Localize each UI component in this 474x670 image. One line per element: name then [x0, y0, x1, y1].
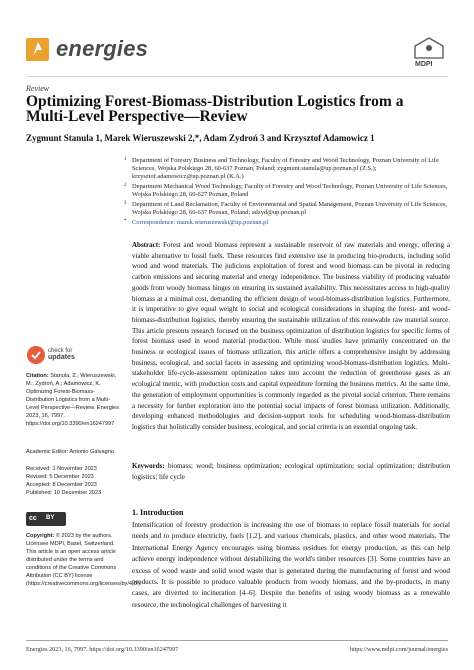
citation-block: Citation: Stanula, Z.; Wieruszewski, M.; Zydroń, A.; Adamowicz, K. Optimizing Forest-Biomass-Distribution Logistics from a Multi-Level Perspective—Review. Energies 2023, 16, 7997. https://doi.org/10.3390/en16247997 [26, 373, 119, 427]
affiliation-3: 3 Department of Land Reclamation, Faculty of Environmental and Spatial Management, Poznan University of Life Sciences, Wojska Polskiego 28, 60-637 Poznan, Poland; adzyd@up.poznan.pl [124, 201, 448, 217]
check-for-updates-icon[interactable] [27, 346, 45, 364]
cc-by-license-icon[interactable]: cc BY [26, 512, 66, 526]
correspondence: * Correspondence: marek.wieruszewski@up.poznan.pl [124, 219, 269, 226]
author-list: Zygmunt Stanula 1, Marek Wieruszewski 2,*, Adam Zydroń 3 and Krzysztof Adamowicz 1 [26, 133, 375, 143]
footer-journal-link[interactable]: https://www.mdpi.com/journal/energies [349, 646, 448, 653]
keywords-label: Keywords: [132, 462, 165, 470]
abstract-label: Abstract: [132, 241, 161, 249]
dates-block: Received: 1 November 2023 Revised: 5 December 2023 Accepted: 8 December 2023 Published: 10 December 2023 [26, 466, 102, 496]
affiliation-1: 1 Department of Forestry Business and Technology, Faculty of Forestry and Wood Technology, Poznan University of Life Sciences, Wojska Polskiego 28, 60-637 Poznan, Poland; zygmunt.stanula@up.poznan.pl (Z.S.); krzysztof.adamowicz@up.poznan.pl (K.A.) [124, 157, 439, 181]
section-heading-introduction: 1. Introduction [132, 508, 184, 517]
introduction-text: Intensification of forestry production is increasing the use of biomass to replace fossil materials for social needs and to produce electricity, fuels [1,2], and various chemicals, plastics, and other wood materials. The International Energy Agency encourages using biomass residues for energy production, as this can help achieve energy independence without destabilizing the world's timber resources [3]. Some countries have an excess of wood waste and solid wood waste that is generated during the manufacturing of forest and wood products. It is possible to produce valuable products from woody biomass, and the by-products, in many cases, are diverted to incineration [4–6]. Despite the benefits of using woody biomass as a renewable resource, the technological challenges of harvesting it [132, 521, 450, 609]
check-for-updates-link[interactable]: check for updates [48, 348, 75, 361]
footer-divider [26, 640, 448, 641]
journal-logo-icon [26, 38, 49, 61]
article-title: Optimizing Forest-Biomass-Distribution Logistics from a Multi-Level Perspective—Review [26, 93, 404, 125]
publisher-name: MDPI [415, 61, 433, 68]
journal-name: energies [56, 36, 149, 61]
academic-editor: Academic Editor: Antonio Galvagno [26, 449, 115, 455]
article-type: Review [26, 84, 50, 93]
footer-citation[interactable]: Energies 2023, 16, 7997. https://doi.org/10.3390/en16247997 [26, 646, 179, 653]
copyright-block: Copyright: © 2023 by the authors. Licensee MDPI, Basel, Switzerland. This article is an open access article distributed under the terms and conditions of the Creative Commons Attribution (CC BY) license (https://creativecommons.org/licenses/by/4.0/). [26, 533, 142, 587]
keywords [132, 461, 450, 482]
abstract-text: Forest and wood biomass represent a sustainable reservoir of raw materials and energy, offering a viable alternative to fossil fuels. These resources find extensive use in producing bio-products, including solid wood and wood materials. The judicious exploitation of forest and wood biomass can be pivotal in reducing carbon emissions and securing material and energy independence. The business viability of producing valuable goods from woody biomass hinges on ensuring its sustained availability. This necessitates access to high-quality biomass at a minimal cost, demanding the efficient design of wood-biomass-distribution logistics. Furthermore, it is imperative to give equal weight to social and ecological considerations in shaping the forest- and wood-biomass-distribution logistics, thereby ensuring the sustainable utilization of this renewable raw material source. This article presents research focused on the business optimization of distribution logistics for specific forms of forest biomass used in wood material production. While most studies have primarily concentrated on the business or ecological issues of biomass utilization, this article offers a comprehensive insight by addressing business, ecological, and social facets in assessing and optimizing wood-biomass-distribution logistics. Multi-stakeholder life-cycle-assessment optimization takes into account the reduction of greenhouse gases as an ecological metric, with production costs and capital expenditure forming the business metrics. At the same time, the generation of employment opportunities is commonly regarded as the pivotal social criterion. There remains a necessity for further exploration into the potential social impacts of forest biomass utilization. Additionally, developing enhanced methodologies and decision-support tools for scheduling wood-biomass-distribution logistics that holistically consider business, ecological, and social criteria is an essential ongoing task. [132, 241, 451, 431]
header-divider [26, 76, 448, 77]
abstract [132, 240, 450, 433]
mdpi-logo-icon [409, 36, 449, 60]
keywords-text: biomass; wood; business optimization; ecological optimization; social optimization; distribution logistics; life cycle [132, 462, 451, 481]
affiliation-2: 2 Department Mechanical Wood Technology, Faculty of Forestry and Wood Technology, Poznan University of Life Sciences, Wojska Polskiego 28, 60-627 Poznan, Poland [124, 183, 448, 199]
